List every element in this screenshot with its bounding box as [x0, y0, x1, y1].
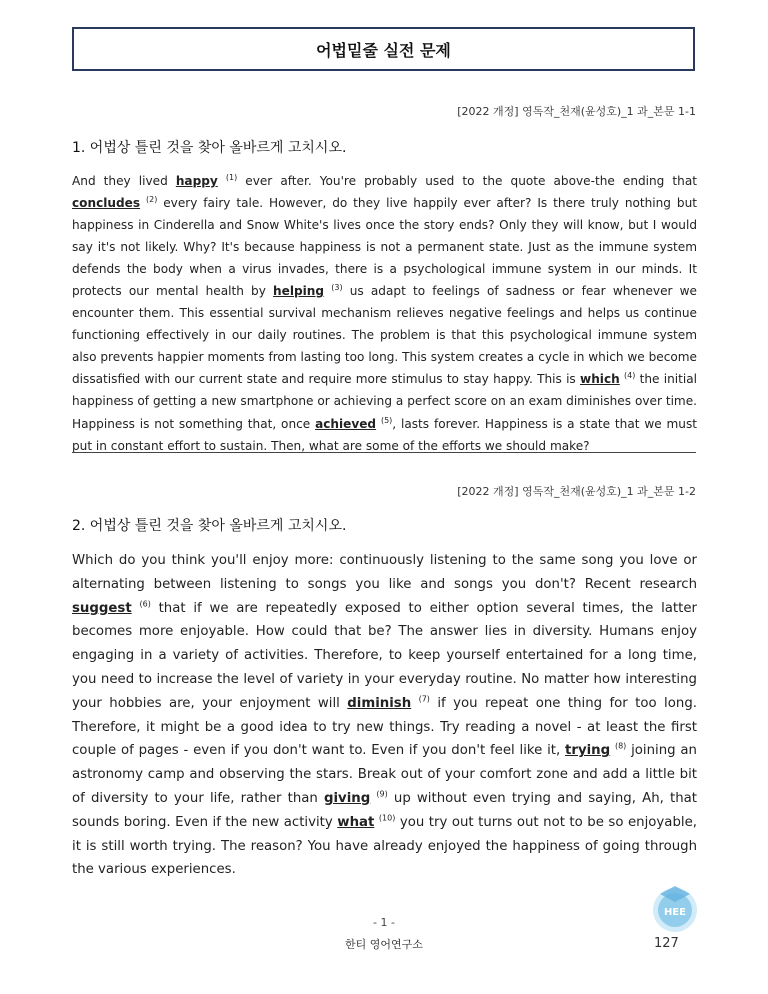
q1-marker-5: (5)	[380, 415, 393, 425]
q1-marker-2: (2)	[145, 195, 158, 205]
footer-organization: 한티 영어연구소	[345, 938, 423, 951]
q1-text-4: the initial happiness of getting a new smartphone or achieving a perfect score on an exam diminishes over time. Happiness is not something that, once	[72, 372, 698, 431]
q1-text-0: And they lived	[72, 174, 176, 188]
q2-marker-7: (7)	[418, 694, 430, 704]
q1-source: [2022 개정] 영독작_천재(윤성호)_1 과_본문 1-1	[457, 105, 696, 118]
q1-marker-4: (4)	[624, 371, 636, 381]
q1-text-1: ever after. You're probably used to the quote above-the ending that	[237, 174, 697, 188]
q2-passage	[72, 549, 697, 882]
q1-underlined-4: which	[580, 372, 620, 387]
q2-text-4: up without even trying and saying, Ah, that sounds boring. Even if the new activity	[72, 790, 697, 830]
logo-text: HEE	[663, 907, 687, 918]
q2-underlined-10: what	[337, 814, 375, 830]
q1-marker-3: (3)	[331, 283, 343, 293]
footer-page-marker: - 1 -	[373, 916, 395, 929]
q1-underlined-2: concludes	[72, 196, 141, 211]
page-title: 어법밑줄 실전 문제	[316, 40, 451, 60]
q1-passage	[72, 170, 697, 457]
q1-text-3: us adapt to feelings of sadness or fear whenever we encounter them. This essential survival mechanism relieves negative feelings and helps us continue functioning effectively in our daily routines. The problem is that this psychological immune system also prevents happier moments from lasting too long. This system creates a cycle in which we become dissatisfied with our current state and require more stimulus to stay happy. This is	[72, 284, 697, 387]
q2-marker-8: (8)	[614, 741, 627, 751]
q2-underlined-6: suggest	[72, 600, 132, 616]
q2-text-3: joining an astronomy camp and observing the stars. Break out of your comfort zone and add a little bit of diversity to your life, rather than	[72, 743, 697, 806]
footer-page-number: 127	[654, 936, 679, 951]
q1-underlined-1: happy	[175, 174, 218, 188]
q2-text-2: if you repeat one thing for too long. Therefore, it might be a good idea to try new things. Try reading a novel - at least the first couple of pages - even if you don't want to. Even if you don't feel like it,	[72, 695, 697, 759]
q2-marker-9: (9)	[376, 789, 388, 799]
q2-marker-6: (6)	[139, 599, 151, 609]
q2-text-0: Which do you think you'll enjoy more: continuously listening to the same song you love or alternating between listening to songs you like and songs you don't? Recent research	[72, 553, 697, 592]
q2-text-1: that if we are repeatedly exposed to either option several times, the latter becomes more enjoyable. How could that be? The answer lies in diversity. Humans enjoy engaging in a variety of activities. Therefore, to keep yourself entertained for a long time, you need to increase the level of variety in your everyday routine. No matter how interesting your hobbies are, your enjoyment will	[72, 600, 697, 711]
q2-marker-10: (10)	[378, 813, 396, 823]
q2-underlined-9: giving	[323, 790, 371, 806]
q2-heading: 2. 어법상 틀린 것을 찾아 올바르게 고치시오.	[72, 518, 347, 534]
q1-underlined-3: helping	[273, 284, 325, 299]
q1-text-5: , lasts forever. Happiness is a state that we must put in constant effort to sustain. Then, what are some of the efforts we should make?	[72, 416, 697, 453]
title-box	[72, 27, 695, 71]
q2-underlined-8: trying	[565, 743, 611, 759]
q1-marker-1: (1)	[225, 172, 238, 182]
q1-underlined-5: achieved	[315, 416, 377, 431]
q2-underlined-7: diminish	[347, 695, 412, 711]
q1-text-2: every fairy tale. However, do they live happily ever after? Is there truly nothing but happiness in Cinderella and Snow White's lives once the story ends? Only they will know, but I would say it's not likely. Why? It's because happiness is not a permanent state. Just as the immune system defends the body when a virus invades, there is a psychological immune system in our minds. It protects our mental health by	[72, 196, 697, 299]
q2-text-5: you try out turns out not to be so enjoyable, it is still worth trying. The reason? You have already enjoyed the happiness of going through the various experiences.	[72, 814, 697, 878]
q2-source: [2022 개정] 영독작_천재(윤성호)_1 과_본문 1-2	[457, 485, 696, 498]
q1-heading: 1. 어법상 틀린 것을 찾아 올바르게 고치시오.	[72, 140, 347, 156]
section-divider	[72, 452, 696, 453]
